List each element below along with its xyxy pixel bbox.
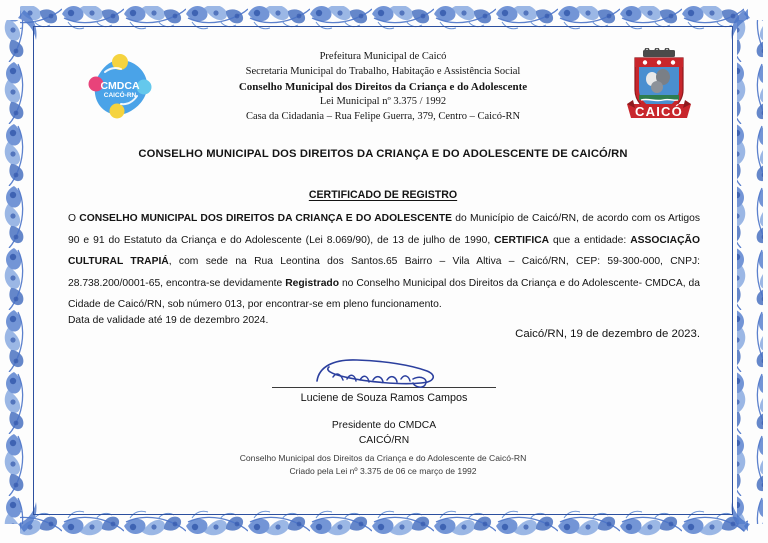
body-seg-7: , com sede na Rua Leontina dos Santos.65 Bairro – Vila Altiva – Caicó/RN, CEP: 59-300-000, CNPJ: 28.738.200/0001-65, encontra-se devidamente <box>68 256 700 289</box>
certificate-body <box>68 208 700 316</box>
cmdca-logo-line2: CAICÓ-RN <box>103 92 137 99</box>
certificate-footer <box>33 452 733 479</box>
body-seg-4-certifica: CERTIFICA <box>494 234 550 246</box>
body-seg-5: que a entidade: <box>549 234 631 246</box>
body-seg-3: do Município de Caicó/RN, de acordo com os Artigos 90 e 91 do Estatuto da Criança e do Adolescente (Lei 8.069/90), de 13 de julho de 1990, <box>68 213 700 246</box>
handwritten-signature <box>234 355 534 387</box>
header-line-1: Prefeitura Municipal de Caicó <box>319 51 447 62</box>
coat-of-arms-label: CAICÓ <box>635 104 683 119</box>
certificate-header <box>33 40 733 140</box>
signatory-name: Luciene de Souza Ramos Campos <box>300 392 468 404</box>
header-line-5: Casa da Cidadania – Rua Felipe Guerra, 379, Centro – Caicó-RN <box>245 111 521 123</box>
signatory-role-line2: CAICÓ/RN <box>358 435 410 447</box>
header-line-4: Lei Municipal nº 3.375 / 1992 <box>319 96 447 108</box>
body-seg-1: O <box>68 213 80 224</box>
cmdca-logo <box>79 48 161 130</box>
header-line-2: Secretaria Municipal do Trabalho, Habitação e Assistência Social <box>245 65 521 77</box>
certificate-subtitle-text: CERTIFICADO DE REGISTRO <box>308 189 458 201</box>
body-seg-2-council: CONSELHO MUNICIPAL DOS DIREITOS DA CRIANÇA E DO ADOLESCENTE <box>79 213 453 224</box>
signatory-role <box>234 418 534 449</box>
footer-line-2: Criado pela Lei nº 3.375 de 06 ce março de 1992 <box>289 466 477 477</box>
header-text-block <box>183 50 583 125</box>
caico-coat-of-arms <box>625 48 693 132</box>
certificate-subtitle <box>33 185 733 203</box>
body-paragraph <box>68 208 700 316</box>
signature-block <box>234 355 534 449</box>
cmdca-logo-line1: CMDCA <box>100 80 140 92</box>
body-seg-8-registrado: Registrado <box>285 277 340 289</box>
page-title: CONSELHO MUNICIPAL DOS DIREITOS DA CRIANÇA E DO ADOLESCENTE DE CAICÓ/RN <box>138 148 628 160</box>
validity-text: Data de validade até 19 de dezembro 2024. <box>68 315 269 326</box>
signatory-role-line1: Presidente do CMDCA <box>331 420 437 431</box>
footer-line-1: Conselho Municipal dos Direitos da Criança e do Adolescente de Caicó-RN <box>239 453 527 463</box>
place-and-date: Caicó/RN, 19 de dezembro de 2023. <box>515 328 700 340</box>
body-seg-6-entity-name: ASSOCIAÇÃO CULTURAL TRAPIÁ <box>68 234 700 267</box>
header-line-3: Conselho Municipal dos Direitos da Criança e do Adolescente <box>238 80 528 93</box>
body-seg-9: no Conselho Municipal dos Direitos da Criança e do Adolescente- CMDCA, da Cidade de Caicó/RN, sob número 013, por encontrar-se em pleno funcionamento. <box>68 277 700 310</box>
